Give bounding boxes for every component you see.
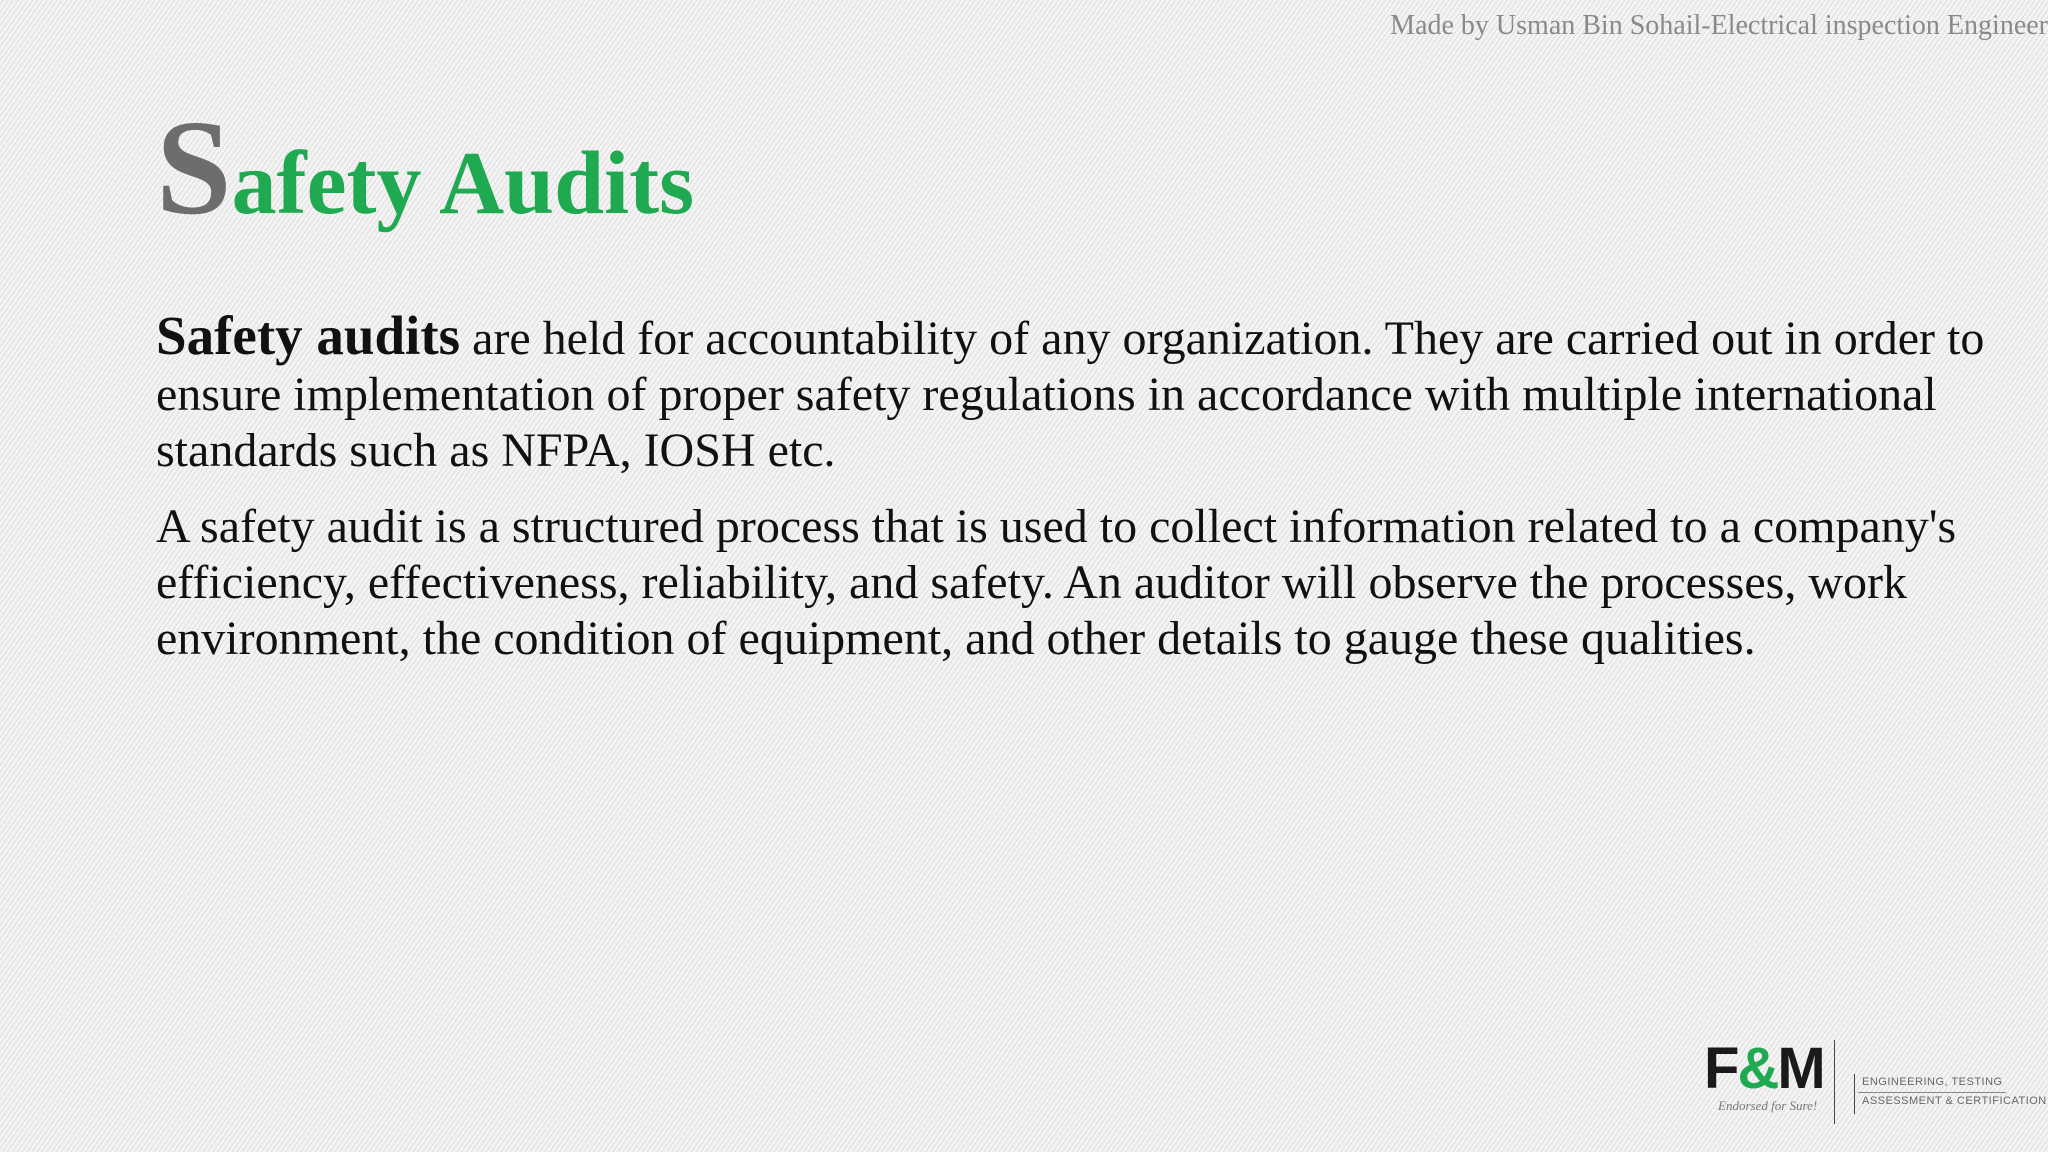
logo-services-line1: ENGINEERING, TESTING — [1862, 1076, 2003, 1088]
company-logo — [1700, 1036, 2047, 1124]
logo-divider — [1834, 1040, 1835, 1124]
logo-divider-small — [1854, 1074, 1855, 1114]
paragraph-lead-term: Safety audits — [156, 305, 461, 366]
logo-letter-m: M — [1777, 1036, 1824, 1101]
logo-services-line2: ASSESSMENT & CERTIFICATION — [1862, 1095, 2047, 1107]
paragraph-definition: A safety audit is a structured process that is used to collect information related to a company's efficiency, effectiveness, reliability, and safety. An auditor will observe the processes, work environment, the condition of equipment, and other details to gauge these qualities. — [156, 500, 1957, 665]
slide-title — [156, 93, 695, 243]
slide-body — [156, 305, 1996, 687]
paragraph-accountability-text: are held for accountability of any organization. They are carried out in order to ensure implementation of proper safety regulations in accordance with multiple international standards such as NFPA, IOSH etc. — [156, 312, 1985, 477]
title-first-letter: S — [156, 93, 232, 243]
paragraph-accountability — [156, 305, 1996, 479]
logo-letter-f: F — [1704, 1036, 1738, 1101]
logo-mark — [1704, 1036, 1824, 1101]
logo-tagline: Endorsed for Sure! — [1718, 1098, 1818, 1113]
author-credit: Made by Usman Bin Sohail-Electrical inspection Engineer — [1390, 10, 2048, 41]
logo-rule — [1858, 1092, 2006, 1093]
logo-ampersand: & — [1737, 1036, 1778, 1101]
title-rest: afety Audits — [231, 134, 695, 233]
